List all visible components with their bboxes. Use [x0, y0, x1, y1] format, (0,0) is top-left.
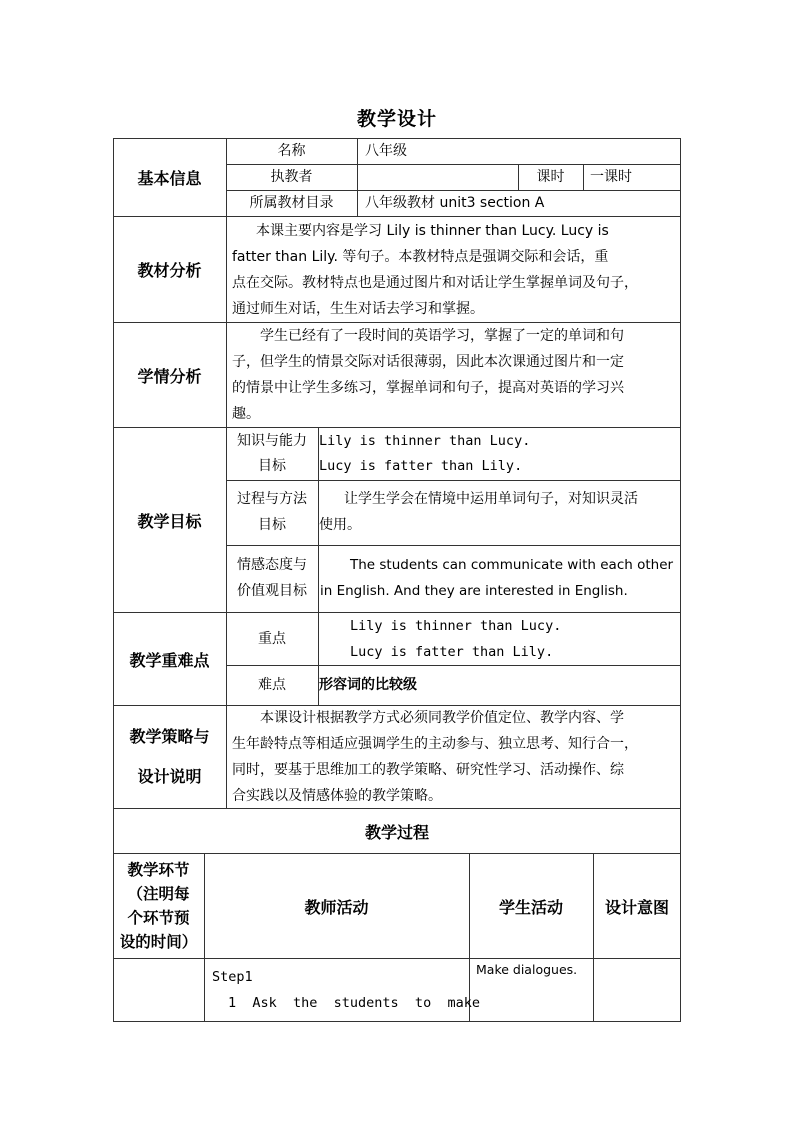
material-analysis-line: fatter than Lily. 等句子。本教材特点是强调交际和会话，重: [232, 249, 609, 265]
student-activity-cell: Make dialogues.: [476, 962, 578, 977]
process-method-objective: 使用。: [319, 517, 361, 533]
process-method-label: 过程与方法: [237, 491, 307, 507]
document-title: 教学设计: [356, 108, 437, 130]
knowledge-label: 目标: [258, 458, 286, 474]
student-activity-header: 学生活动: [498, 897, 563, 917]
teacher-activity-cell: 1 Ask the students to make: [228, 995, 480, 1011]
strategy-line: 合实践以及情感体验的教学策略。: [232, 788, 442, 804]
teacher-activity-cell: Step1: [212, 969, 253, 985]
stage-header-line: 个环节预: [127, 909, 190, 927]
strategy-label: [113, 705, 226, 809]
knowledge-objective: Lily is thinner than Lucy.: [319, 433, 531, 449]
emotion-label: 情感态度与: [237, 557, 307, 573]
student-analysis-line: 子，但学生的情景交际对话很薄弱，因此本次课通过图片和一定: [232, 354, 624, 370]
material-analysis-line: 通过师生对话，生生对话去学习和掌握。: [232, 301, 484, 317]
difficult-point-label: 难点: [258, 677, 286, 693]
objectives-label: 教学目标: [137, 511, 202, 531]
stage-header-line: （注明每: [127, 885, 190, 903]
key-point-value: Lucy is fatter than Lily.: [350, 644, 554, 660]
material-analysis-line: 点在交际。教材特点也是通过图片和对话让学生掌握单词及句子，: [232, 275, 638, 291]
strategy-line: 生年龄特点等相适应强调学生的主动参与、独立思考、知行合一，: [232, 736, 638, 752]
key-point-label: 重点: [258, 631, 286, 647]
stage-header-line: 设的时间）: [119, 933, 198, 951]
process-method-objective: 让学生学会在情境中运用单词句子，对知识灵活: [344, 491, 638, 507]
material-analysis-line: 本课主要内容是学习 Lily is thinner than Lucy. Lucy is: [256, 223, 609, 239]
design-intent-header: 设计意图: [604, 897, 669, 917]
material-analysis-label: 教材分析: [137, 261, 202, 280]
stage-header: [113, 853, 204, 959]
strategy-label-line: 设计说明: [137, 767, 202, 786]
emotion-objective: in English. And they are interested in English.: [320, 583, 628, 599]
knowledge-label: 知识与能力: [237, 433, 307, 449]
key-points-label: 教学重难点: [129, 650, 210, 670]
period-label: 课时: [536, 169, 565, 185]
catalog-value: 八年级教材 unit3 section A: [365, 195, 545, 211]
key-point-value: Lily is thinner than Lucy.: [350, 618, 562, 634]
student-analysis-label: 学情分析: [137, 366, 202, 386]
basic-info-label: 基本信息: [137, 169, 202, 188]
strategy-line: 本课设计根据教学方式必须同教学价值定位、教学内容、学: [260, 710, 624, 726]
difficult-point-value: 形容词的比较级: [319, 677, 417, 693]
student-analysis-line: 学生已经有了一段时间的英语学习，掌握了一定的单词和句: [260, 328, 624, 344]
process-method-label: 目标: [258, 517, 286, 533]
teacher-activity-header: 教师活动: [304, 897, 369, 917]
strategy-label-line: 教学策略与: [129, 727, 210, 746]
emotion-label: 价值观目标: [237, 583, 307, 599]
process-title: 教学过程: [364, 822, 429, 842]
student-analysis-line: 趣。: [232, 406, 260, 422]
knowledge-objective: Lucy is fatter than Lily.: [319, 458, 523, 474]
catalog-label: 所属教材目录: [249, 195, 334, 211]
name-label: 名称: [277, 143, 306, 159]
period-value: 一课时: [590, 169, 632, 185]
stage-header-line: 教学环节: [127, 861, 190, 879]
student-analysis-line: 的情景中让学生多练习，掌握单词和句子，提高对英语的学习兴: [232, 380, 624, 396]
name-value: 八年级: [365, 143, 407, 159]
strategy-line: 同时，要基于思维加工的教学策略、研究性学习、活动操作、综: [232, 762, 624, 778]
teacher-label: 执教者: [270, 169, 313, 185]
emotion-objective: The students can communicate with each other: [350, 557, 674, 573]
